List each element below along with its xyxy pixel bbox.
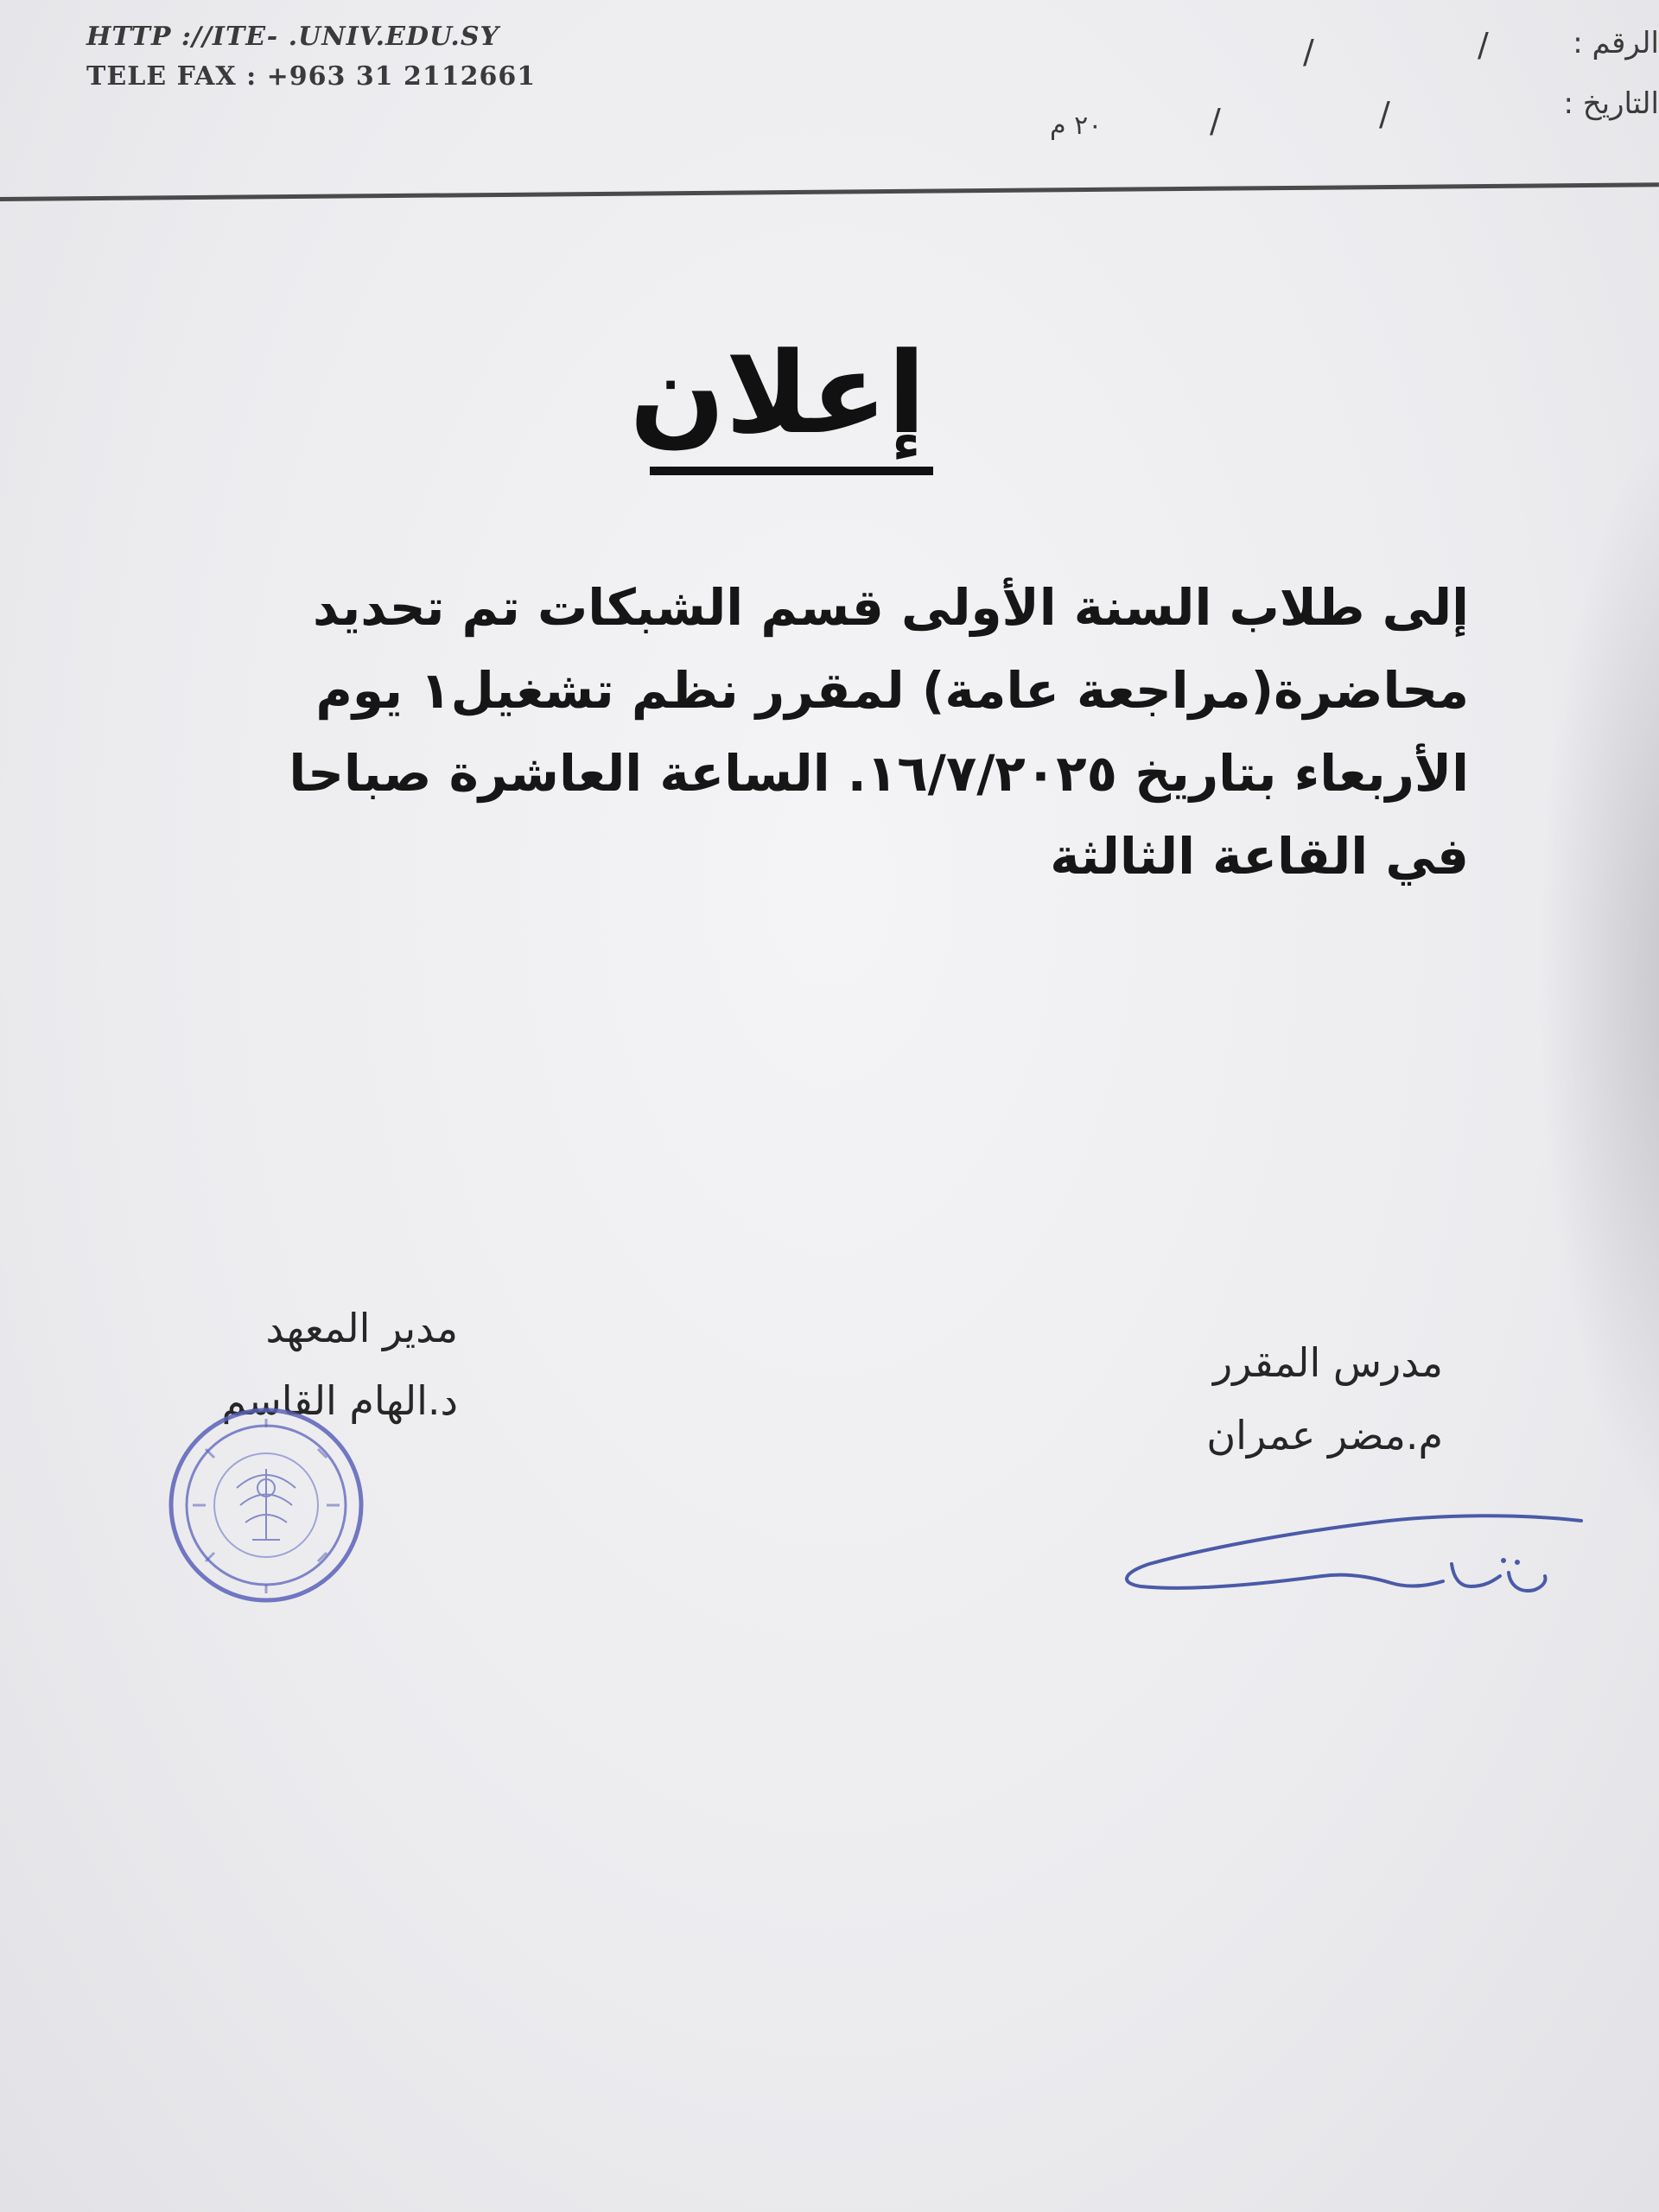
number-slash-1: /	[1478, 26, 1489, 64]
director-name: د.الهام القاسم	[221, 1377, 458, 1424]
header-telefax: TELE FAX : +963 31 2112661	[86, 61, 537, 92]
date-slash-1: /	[1379, 95, 1390, 133]
teacher-name: م.مضر عمران	[1206, 1412, 1443, 1459]
title-block	[605, 320, 950, 467]
header-divider	[0, 182, 1659, 201]
announcement-body: إلى طلاب السنة الأولى قسم الشبكات تم تحديد محاضرة(مراجعة عامة) لمقرر نظم تشغيل١ يوم الأربعاء بتاريخ ١٦/٧/٢٠٢٥. الساعة العاشرة صباحا في القاعة الثالثة	[289, 578, 1469, 886]
handwritten-signature-icon	[1115, 1503, 1590, 1616]
header-url: HTTP ://ITE- .UNIV.EDU.SY	[86, 22, 499, 52]
header-reference-fields	[1037, 17, 1659, 164]
director-title: مدير المعهد	[265, 1305, 458, 1351]
date-field-label: التاريخ :	[1563, 86, 1659, 121]
teacher-title: مدرس المقرر	[1212, 1339, 1443, 1386]
title-underline	[650, 467, 933, 475]
number-field-label: الرقم :	[1573, 26, 1659, 60]
page-shadow	[1538, 415, 1659, 1538]
number-slash-2: /	[1303, 33, 1314, 71]
date-slash-2: /	[1210, 102, 1221, 140]
announcement-title: إعلان	[629, 327, 926, 459]
teacher-signature-block	[1080, 1326, 1443, 1471]
official-stamp-icon	[162, 1402, 370, 1609]
header-contact	[86, 17, 536, 97]
date-year-suffix: ٢٠ م	[1050, 111, 1103, 141]
